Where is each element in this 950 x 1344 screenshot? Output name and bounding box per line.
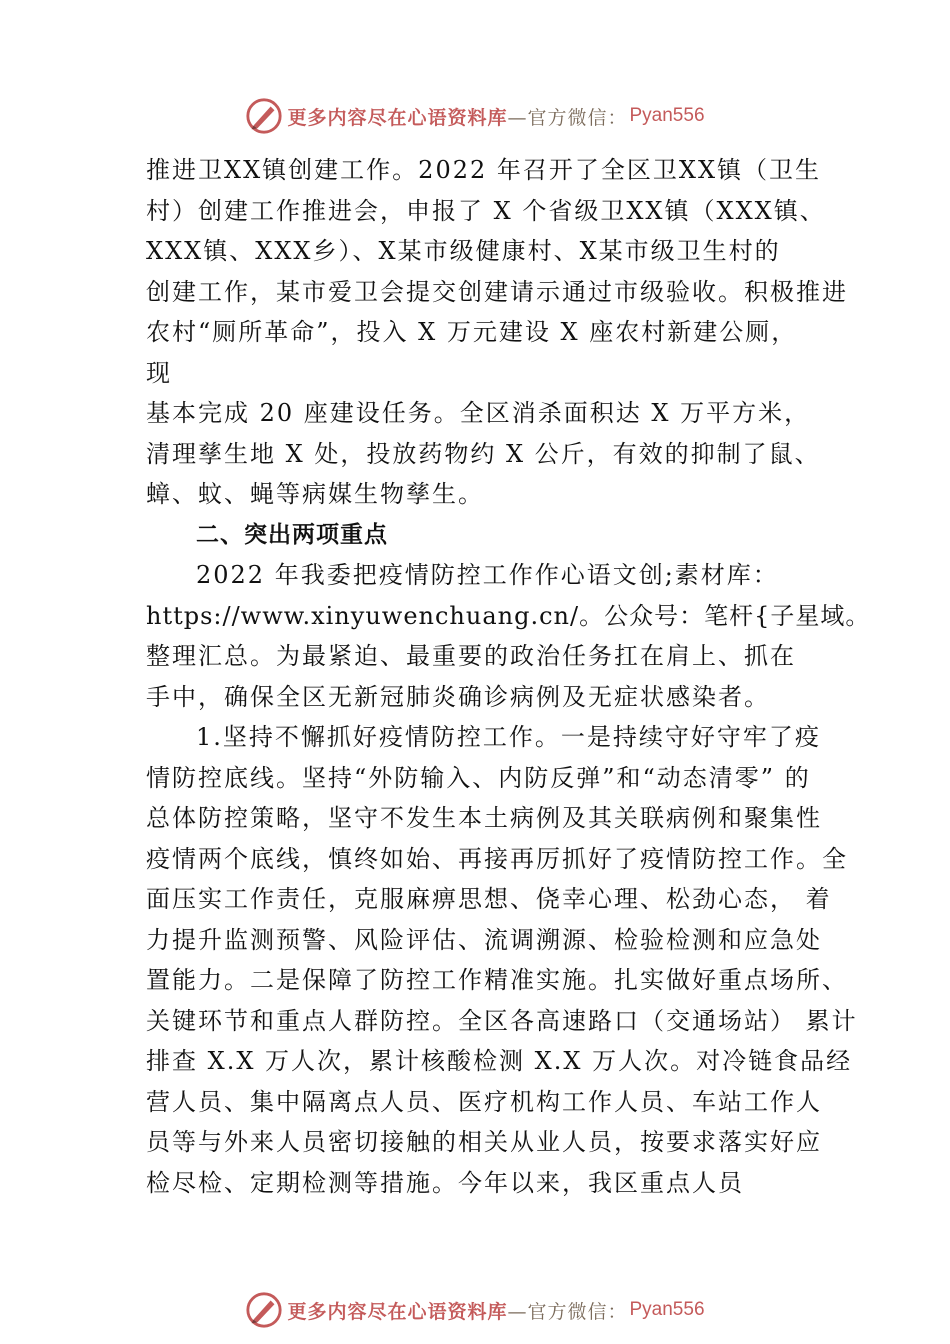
text-line: 营人员、集中隔离点人员、医疗机构工作人员、车站工作人 [146, 1087, 822, 1116]
text-line: 创建工作，某市爱卫会提交创建请示通过市级验收。积极推进 [146, 277, 848, 306]
banner-official-text: —官方微信： [507, 1300, 628, 1323]
text-line: 力提升监测预警、风险评估、流调溯源、检验检测和应急处 [146, 925, 822, 954]
banner-main-text: 更多内容尽在心语资料库 [287, 1300, 508, 1323]
banner-wechat-id: Pyan556 [629, 105, 705, 126]
text-line: 蟑、蚊、蝇等病媒生物孳生。 [146, 480, 484, 508]
text-line: XXX镇、XXX乡）、X某市级健康村、X某市级卫生村的 [146, 237, 781, 265]
pen-logo-icon [245, 1291, 283, 1329]
text-line: 1.坚持不懈抓好疫情防控工作。一是持续守好守牢了疫 [196, 723, 821, 751]
text-line: 情防控底线。坚持“外防输入、内防反弹”和“动态清零” 的 [146, 763, 811, 792]
text-line: 排查 X.X 万人次，累计核酸检测 X.X 万人次。对冷链食品经 [146, 1047, 853, 1075]
section-heading: 二、突出两项重点 [196, 521, 388, 548]
banner-official-text: —官方微信： [507, 106, 628, 129]
text-line: 关键环节和重点人群防控。全区各高速路口（交通场站） 累计 [146, 1006, 858, 1035]
text-line: 疫情两个底线，慎终如始、再接再厉抓好了疫情防控工作。全 [146, 844, 848, 873]
footer-watermark [0, 1290, 950, 1330]
text-line: 2022 年我委把疫情防控工作作心语文创;素材库： [196, 561, 779, 589]
text-line: 手中，确保全区无新冠肺炎确诊病例及无症状感染者。 [146, 682, 770, 711]
text-line: https://www.xinyuwenchuang.cn/。公众号：笔杆{子星域。 [146, 601, 871, 630]
header-watermark [0, 96, 950, 136]
text-line: 村）创建工作推进会，申报了 X 个省级卫XX镇（XXX镇、 [146, 196, 826, 225]
text-line: 清理孳生地 X 处，投放药物约 X 公斤，有效的抑制了鼠、 [146, 439, 821, 468]
document-body [146, 150, 871, 1203]
pen-logo-icon [245, 97, 283, 135]
text-line: 总体防控策略，坚守不发生本土病例及其关联病例和聚集性 [146, 804, 822, 832]
text-line: 面压实工作责任，克服麻痹思想、侥幸心理、松劲心态， 着 [146, 885, 832, 913]
text-line: 现 [146, 358, 172, 387]
text-line: 员等与外来人员密切接触的相关从业人员，按要求落实好应 [146, 1128, 822, 1156]
text-line: 农村“厕所革命”，投入 X 万元建设 X 座农村新建公厕， [146, 318, 798, 346]
text-line: 置能力。二是保障了防控工作精准实施。扎实做好重点场所、 [146, 966, 848, 994]
text-line: 整理汇总。为最紧迫、最重要的政治任务扛在肩上、抓在 [146, 642, 796, 670]
text-line: 检尽检、定期检测等措施。今年以来，我区重点人员 [146, 1168, 744, 1197]
banner-wechat-id: Pyan556 [629, 1299, 705, 1320]
banner-main-text: 更多内容尽在心语资料库 [287, 106, 508, 129]
text-line: 推进卫XX镇创建工作。2022 年召开了全区卫XX镇（卫生 [146, 156, 822, 184]
text-line: 基本完成 20 座建设任务。全区消杀面积达 X 万平方米， [146, 399, 811, 427]
